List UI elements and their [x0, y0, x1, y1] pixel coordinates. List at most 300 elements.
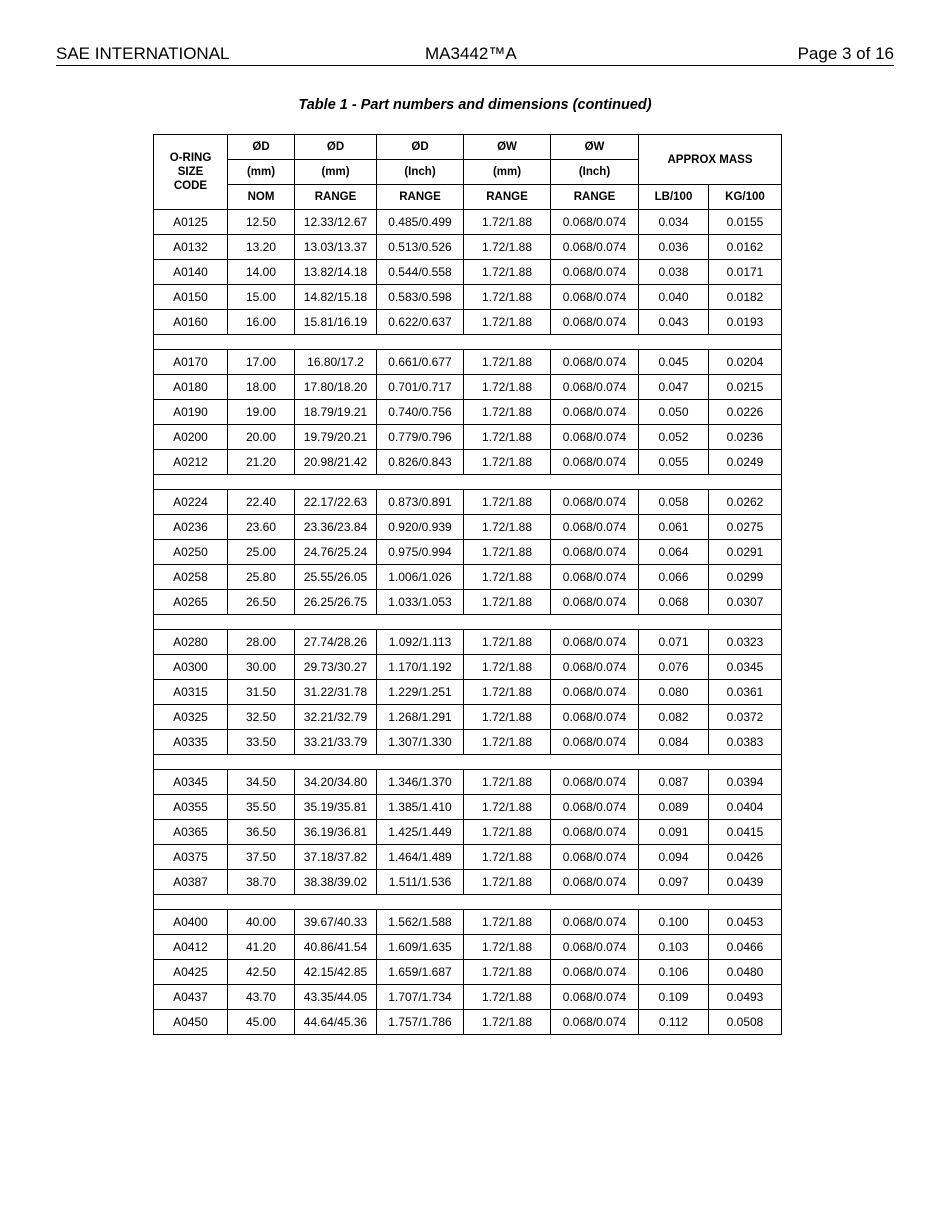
w-range-mm-cell: 1.72/1.88: [464, 285, 551, 310]
size-code-cell: A0150: [154, 285, 228, 310]
od-range-inch-cell: 0.740/0.756: [377, 400, 464, 425]
w-range-mm-cell: 1.72/1.88: [464, 910, 551, 935]
w-range-inch-cell: 0.068/0.074: [551, 845, 639, 870]
od-range-inch-cell: 1.464/1.489: [377, 845, 464, 870]
col-header-unit: (mm): [295, 160, 377, 185]
w-range-mm-cell: 1.72/1.88: [464, 350, 551, 375]
od-nom-cell: 17.00: [228, 350, 295, 375]
w-range-inch-cell: 0.068/0.074: [551, 565, 639, 590]
w-range-inch-cell: 0.068/0.074: [551, 820, 639, 845]
od-nom-cell: 21.20: [228, 450, 295, 475]
od-range-mm-cell: 17.80/18.20: [295, 375, 377, 400]
od-range-inch-cell: 1.268/1.291: [377, 705, 464, 730]
table-row: [154, 350, 782, 375]
od-range-inch-cell: 0.661/0.677: [377, 350, 464, 375]
col-header-kind: RANGE: [295, 185, 377, 210]
mass-lb-cell: 0.091: [639, 820, 709, 845]
mass-kg-cell: 0.0439: [709, 870, 782, 895]
mass-lb-cell: 0.066: [639, 565, 709, 590]
col-header-symbol: ØW: [464, 135, 551, 160]
od-range-inch-cell: 1.659/1.687: [377, 960, 464, 985]
w-range-inch-cell: 0.068/0.074: [551, 910, 639, 935]
od-range-inch-cell: 1.307/1.330: [377, 730, 464, 755]
w-range-mm-cell: 1.72/1.88: [464, 590, 551, 615]
od-range-inch-cell: 0.701/0.717: [377, 375, 464, 400]
w-range-inch-cell: 0.068/0.074: [551, 210, 639, 235]
od-nom-cell: 45.00: [228, 1010, 295, 1035]
oring-size-code-header: O-RING SIZE CODE: [154, 135, 228, 210]
mass-kg-cell: 0.0415: [709, 820, 782, 845]
mass-kg-cell: 0.0466: [709, 935, 782, 960]
table-row: [154, 540, 782, 565]
od-range-mm-cell: 33.21/33.79: [295, 730, 377, 755]
header-row-kinds: [154, 185, 782, 210]
mass-kg-cell: 0.0345: [709, 655, 782, 680]
size-code-cell: A0375: [154, 845, 228, 870]
od-range-mm-cell: 15.81/16.19: [295, 310, 377, 335]
w-range-mm-cell: 1.72/1.88: [464, 515, 551, 540]
mass-lb-cell: 0.050: [639, 400, 709, 425]
mass-kg-cell: 0.0226: [709, 400, 782, 425]
mass-lb-cell: 0.100: [639, 910, 709, 935]
mass-kg-cell: 0.0383: [709, 730, 782, 755]
mass-kg-cell: 0.0275: [709, 515, 782, 540]
group-separator-row: [154, 615, 782, 630]
mass-kg-cell: 0.0204: [709, 350, 782, 375]
table-row: [154, 285, 782, 310]
w-range-inch-cell: 0.068/0.074: [551, 680, 639, 705]
od-range-mm-cell: 29.73/30.27: [295, 655, 377, 680]
od-range-mm-cell: 19.79/20.21: [295, 425, 377, 450]
table-row: [154, 680, 782, 705]
mass-unit-kg-header: KG/100: [709, 185, 782, 210]
od-range-mm-cell: 16.80/17.2: [295, 350, 377, 375]
size-code-cell: A0250: [154, 540, 228, 565]
od-range-inch-cell: 0.779/0.796: [377, 425, 464, 450]
mass-lb-cell: 0.112: [639, 1010, 709, 1035]
w-range-inch-cell: 0.068/0.074: [551, 515, 639, 540]
size-code-cell: A0280: [154, 630, 228, 655]
mass-lb-cell: 0.064: [639, 540, 709, 565]
mass-kg-cell: 0.0508: [709, 1010, 782, 1035]
od-range-mm-cell: 25.55/26.05: [295, 565, 377, 590]
table-title: Table 1 - Part numbers and dimensions (continued): [298, 97, 652, 113]
size-code-cell: A0265: [154, 590, 228, 615]
mass-kg-cell: 0.0307: [709, 590, 782, 615]
table-row: [154, 870, 782, 895]
od-range-mm-cell: 40.86/41.54: [295, 935, 377, 960]
od-range-mm-cell: 34.20/34.80: [295, 770, 377, 795]
w-range-inch-cell: 0.068/0.074: [551, 285, 639, 310]
od-range-mm-cell: 43.35/44.05: [295, 985, 377, 1010]
table-row: [154, 960, 782, 985]
w-range-mm-cell: 1.72/1.88: [464, 310, 551, 335]
od-range-mm-cell: 20.98/21.42: [295, 450, 377, 475]
mass-lb-cell: 0.061: [639, 515, 709, 540]
group-separator-cell: [154, 895, 782, 910]
group-separator-cell: [154, 335, 782, 350]
od-range-inch-cell: 1.229/1.251: [377, 680, 464, 705]
part-dimensions-table: [153, 134, 782, 1035]
od-range-mm-cell: 26.25/26.75: [295, 590, 377, 615]
od-range-inch-cell: 0.826/0.843: [377, 450, 464, 475]
size-code-cell: A0450: [154, 1010, 228, 1035]
table-row: [154, 375, 782, 400]
od-range-mm-cell: 12.33/12.67: [295, 210, 377, 235]
table-row: [154, 730, 782, 755]
size-code-cell: A0132: [154, 235, 228, 260]
od-range-mm-cell: 38.38/39.02: [295, 870, 377, 895]
mass-lb-cell: 0.109: [639, 985, 709, 1010]
table-row: [154, 770, 782, 795]
w-range-mm-cell: 1.72/1.88: [464, 820, 551, 845]
mass-kg-cell: 0.0480: [709, 960, 782, 985]
table-row: [154, 845, 782, 870]
od-range-mm-cell: 39.67/40.33: [295, 910, 377, 935]
od-range-inch-cell: 1.609/1.635: [377, 935, 464, 960]
w-range-inch-cell: 0.068/0.074: [551, 425, 639, 450]
od-nom-cell: 42.50: [228, 960, 295, 985]
mass-kg-cell: 0.0453: [709, 910, 782, 935]
w-range-inch-cell: 0.068/0.074: [551, 655, 639, 680]
od-nom-cell: 30.00: [228, 655, 295, 680]
od-range-inch-cell: 0.975/0.994: [377, 540, 464, 565]
table-row: [154, 235, 782, 260]
table-row: [154, 910, 782, 935]
w-range-inch-cell: 0.068/0.074: [551, 400, 639, 425]
od-range-mm-cell: 18.79/19.21: [295, 400, 377, 425]
od-nom-cell: 22.40: [228, 490, 295, 515]
col-header-symbol: ØW: [551, 135, 639, 160]
w-range-mm-cell: 1.72/1.88: [464, 795, 551, 820]
od-nom-cell: 23.60: [228, 515, 295, 540]
size-code-cell: A0400: [154, 910, 228, 935]
size-code-cell: A0212: [154, 450, 228, 475]
od-range-inch-cell: 1.757/1.786: [377, 1010, 464, 1035]
od-range-mm-cell: 14.82/15.18: [295, 285, 377, 310]
size-code-cell: A0425: [154, 960, 228, 985]
od-range-inch-cell: 1.707/1.734: [377, 985, 464, 1010]
w-range-inch-cell: 0.068/0.074: [551, 490, 639, 515]
od-range-mm-cell: 13.82/14.18: [295, 260, 377, 285]
size-code-cell: A0325: [154, 705, 228, 730]
od-nom-cell: 35.50: [228, 795, 295, 820]
od-nom-cell: 16.00: [228, 310, 295, 335]
mass-lb-cell: 0.036: [639, 235, 709, 260]
od-range-mm-cell: 23.36/23.84: [295, 515, 377, 540]
w-range-mm-cell: 1.72/1.88: [464, 400, 551, 425]
col-header-symbol: ØD: [228, 135, 295, 160]
mass-kg-cell: 0.0426: [709, 845, 782, 870]
od-nom-cell: 41.20: [228, 935, 295, 960]
table-row: [154, 655, 782, 680]
table-row: [154, 935, 782, 960]
col-header-unit: (mm): [228, 160, 295, 185]
size-code-cell: A0365: [154, 820, 228, 845]
w-range-mm-cell: 1.72/1.88: [464, 845, 551, 870]
mass-lb-cell: 0.034: [639, 210, 709, 235]
od-range-mm-cell: 31.22/31.78: [295, 680, 377, 705]
col-header-kind: RANGE: [464, 185, 551, 210]
page-number: Page 3 of 16: [797, 44, 894, 63]
od-nom-cell: 13.20: [228, 235, 295, 260]
size-code-cell: A0190: [154, 400, 228, 425]
w-range-inch-cell: 0.068/0.074: [551, 260, 639, 285]
size-code-cell: A0258: [154, 565, 228, 590]
group-separator-row: [154, 755, 782, 770]
mass-lb-cell: 0.068: [639, 590, 709, 615]
mass-kg-cell: 0.0249: [709, 450, 782, 475]
mass-lb-cell: 0.058: [639, 490, 709, 515]
w-range-mm-cell: 1.72/1.88: [464, 705, 551, 730]
w-range-inch-cell: 0.068/0.074: [551, 935, 639, 960]
mass-lb-cell: 0.097: [639, 870, 709, 895]
table-row: [154, 795, 782, 820]
w-range-mm-cell: 1.72/1.88: [464, 985, 551, 1010]
mass-lb-cell: 0.038: [639, 260, 709, 285]
mass-kg-cell: 0.0262: [709, 490, 782, 515]
od-range-mm-cell: 24.76/25.24: [295, 540, 377, 565]
od-range-mm-cell: 36.19/36.81: [295, 820, 377, 845]
mass-unit-lb-header: LB/100: [639, 185, 709, 210]
table-row: [154, 425, 782, 450]
mass-kg-cell: 0.0323: [709, 630, 782, 655]
w-range-mm-cell: 1.72/1.88: [464, 870, 551, 895]
mass-lb-cell: 0.071: [639, 630, 709, 655]
table-row: [154, 515, 782, 540]
w-range-inch-cell: 0.068/0.074: [551, 730, 639, 755]
table-row: [154, 260, 782, 285]
size-code-cell: A0412: [154, 935, 228, 960]
od-nom-cell: 33.50: [228, 730, 295, 755]
group-separator-cell: [154, 755, 782, 770]
od-nom-cell: 18.00: [228, 375, 295, 400]
mass-lb-cell: 0.052: [639, 425, 709, 450]
mass-lb-cell: 0.045: [639, 350, 709, 375]
od-nom-cell: 37.50: [228, 845, 295, 870]
mass-lb-cell: 0.084: [639, 730, 709, 755]
mass-kg-cell: 0.0299: [709, 565, 782, 590]
size-code-cell: A0335: [154, 730, 228, 755]
w-range-inch-cell: 0.068/0.074: [551, 960, 639, 985]
w-range-inch-cell: 0.068/0.074: [551, 450, 639, 475]
mass-kg-cell: 0.0361: [709, 680, 782, 705]
od-nom-cell: 36.50: [228, 820, 295, 845]
w-range-mm-cell: 1.72/1.88: [464, 260, 551, 285]
group-separator-cell: [154, 615, 782, 630]
size-code-cell: A0170: [154, 350, 228, 375]
table-row: [154, 565, 782, 590]
w-range-inch-cell: 0.068/0.074: [551, 540, 639, 565]
w-range-mm-cell: 1.72/1.88: [464, 1010, 551, 1035]
organization-name: SAE INTERNATIONAL: [56, 44, 230, 63]
od-range-inch-cell: 0.544/0.558: [377, 260, 464, 285]
table-row: [154, 705, 782, 730]
od-range-inch-cell: 0.622/0.637: [377, 310, 464, 335]
mass-lb-cell: 0.087: [639, 770, 709, 795]
od-range-mm-cell: 42.15/42.85: [295, 960, 377, 985]
table-row: [154, 630, 782, 655]
w-range-mm-cell: 1.72/1.88: [464, 375, 551, 400]
od-range-inch-cell: 1.092/1.113: [377, 630, 464, 655]
size-code-cell: A0236: [154, 515, 228, 540]
table-row: [154, 400, 782, 425]
mass-kg-cell: 0.0493: [709, 985, 782, 1010]
table-row: [154, 590, 782, 615]
od-range-inch-cell: 0.873/0.891: [377, 490, 464, 515]
w-range-inch-cell: 0.068/0.074: [551, 630, 639, 655]
mass-kg-cell: 0.0236: [709, 425, 782, 450]
od-range-mm-cell: 32.21/32.79: [295, 705, 377, 730]
size-code-cell: A0140: [154, 260, 228, 285]
group-separator-row: [154, 335, 782, 350]
mass-kg-cell: 0.0155: [709, 210, 782, 235]
od-nom-cell: 25.00: [228, 540, 295, 565]
size-code-cell: A0180: [154, 375, 228, 400]
w-range-mm-cell: 1.72/1.88: [464, 770, 551, 795]
mass-lb-cell: 0.047: [639, 375, 709, 400]
col-header-unit: (mm): [464, 160, 551, 185]
mass-lb-cell: 0.082: [639, 705, 709, 730]
mass-lb-cell: 0.040: [639, 285, 709, 310]
size-code-cell: A0160: [154, 310, 228, 335]
table-row: [154, 820, 782, 845]
mass-kg-cell: 0.0372: [709, 705, 782, 730]
size-code-cell: A0300: [154, 655, 228, 680]
w-range-mm-cell: 1.72/1.88: [464, 960, 551, 985]
od-nom-cell: 32.50: [228, 705, 295, 730]
col-header-symbol: ØD: [295, 135, 377, 160]
od-range-inch-cell: 0.485/0.499: [377, 210, 464, 235]
mass-kg-cell: 0.0404: [709, 795, 782, 820]
od-range-mm-cell: 13.03/13.37: [295, 235, 377, 260]
w-range-mm-cell: 1.72/1.88: [464, 450, 551, 475]
table-row: [154, 490, 782, 515]
w-range-inch-cell: 0.068/0.074: [551, 350, 639, 375]
w-range-inch-cell: 0.068/0.074: [551, 705, 639, 730]
col-header-kind: RANGE: [551, 185, 639, 210]
od-nom-cell: 43.70: [228, 985, 295, 1010]
mass-lb-cell: 0.076: [639, 655, 709, 680]
od-nom-cell: 26.50: [228, 590, 295, 615]
od-range-mm-cell: 44.64/45.36: [295, 1010, 377, 1035]
group-separator-cell: [154, 475, 782, 490]
od-nom-cell: 31.50: [228, 680, 295, 705]
od-nom-cell: 40.00: [228, 910, 295, 935]
size-code-cell: A0315: [154, 680, 228, 705]
mass-kg-cell: 0.0215: [709, 375, 782, 400]
mass-lb-cell: 0.043: [639, 310, 709, 335]
group-separator-row: [154, 475, 782, 490]
header-row-symbols: [154, 135, 782, 160]
table-row: [154, 210, 782, 235]
od-range-inch-cell: 1.511/1.536: [377, 870, 464, 895]
od-range-inch-cell: 1.170/1.192: [377, 655, 464, 680]
table-row: [154, 310, 782, 335]
page-header: [56, 44, 894, 66]
col-header-unit: (Inch): [377, 160, 464, 185]
w-range-inch-cell: 0.068/0.074: [551, 770, 639, 795]
size-code-cell: A0125: [154, 210, 228, 235]
col-header-kind: RANGE: [377, 185, 464, 210]
w-range-inch-cell: 0.068/0.074: [551, 1010, 639, 1035]
w-range-mm-cell: 1.72/1.88: [464, 490, 551, 515]
od-range-inch-cell: 1.006/1.026: [377, 565, 464, 590]
od-nom-cell: 20.00: [228, 425, 295, 450]
w-range-mm-cell: 1.72/1.88: [464, 565, 551, 590]
od-nom-cell: 38.70: [228, 870, 295, 895]
w-range-mm-cell: 1.72/1.88: [464, 425, 551, 450]
od-nom-cell: 25.80: [228, 565, 295, 590]
mass-lb-cell: 0.055: [639, 450, 709, 475]
od-range-inch-cell: 1.562/1.588: [377, 910, 464, 935]
od-range-inch-cell: 0.583/0.598: [377, 285, 464, 310]
mass-lb-cell: 0.106: [639, 960, 709, 985]
w-range-mm-cell: 1.72/1.88: [464, 210, 551, 235]
w-range-inch-cell: 0.068/0.074: [551, 590, 639, 615]
mass-kg-cell: 0.0291: [709, 540, 782, 565]
od-nom-cell: 15.00: [228, 285, 295, 310]
size-code-cell: A0200: [154, 425, 228, 450]
od-range-inch-cell: 1.425/1.449: [377, 820, 464, 845]
mass-kg-cell: 0.0171: [709, 260, 782, 285]
mass-lb-cell: 0.080: [639, 680, 709, 705]
size-code-cell: A0345: [154, 770, 228, 795]
col-header-symbol: ØD: [377, 135, 464, 160]
mass-kg-cell: 0.0162: [709, 235, 782, 260]
w-range-inch-cell: 0.068/0.074: [551, 310, 639, 335]
mass-kg-cell: 0.0182: [709, 285, 782, 310]
od-range-inch-cell: 0.920/0.939: [377, 515, 464, 540]
od-nom-cell: 12.50: [228, 210, 295, 235]
od-range-mm-cell: 27.74/28.26: [295, 630, 377, 655]
w-range-mm-cell: 1.72/1.88: [464, 655, 551, 680]
mass-lb-cell: 0.103: [639, 935, 709, 960]
w-range-inch-cell: 0.068/0.074: [551, 985, 639, 1010]
group-separator-row: [154, 895, 782, 910]
w-range-mm-cell: 1.72/1.88: [464, 540, 551, 565]
od-range-mm-cell: 35.19/35.81: [295, 795, 377, 820]
mass-kg-cell: 0.0193: [709, 310, 782, 335]
w-range-inch-cell: 0.068/0.074: [551, 235, 639, 260]
w-range-mm-cell: 1.72/1.88: [464, 680, 551, 705]
table-row: [154, 1010, 782, 1035]
table-row: [154, 985, 782, 1010]
mass-lb-cell: 0.094: [639, 845, 709, 870]
col-header-kind: NOM: [228, 185, 295, 210]
od-range-mm-cell: 37.18/37.82: [295, 845, 377, 870]
od-nom-cell: 28.00: [228, 630, 295, 655]
od-range-inch-cell: 1.346/1.370: [377, 770, 464, 795]
w-range-inch-cell: 0.068/0.074: [551, 375, 639, 400]
mass-kg-cell: 0.0394: [709, 770, 782, 795]
w-range-mm-cell: 1.72/1.88: [464, 630, 551, 655]
size-code-cell: A0355: [154, 795, 228, 820]
col-header-unit: (Inch): [551, 160, 639, 185]
w-range-mm-cell: 1.72/1.88: [464, 935, 551, 960]
approx-mass-header: APPROX MASS: [639, 135, 782, 185]
od-range-inch-cell: 1.385/1.410: [377, 795, 464, 820]
w-range-inch-cell: 0.068/0.074: [551, 795, 639, 820]
table-row: [154, 450, 782, 475]
mass-lb-cell: 0.089: [639, 795, 709, 820]
od-range-inch-cell: 1.033/1.053: [377, 590, 464, 615]
size-code-cell: A0387: [154, 870, 228, 895]
w-range-mm-cell: 1.72/1.88: [464, 235, 551, 260]
size-code-cell: A0224: [154, 490, 228, 515]
w-range-mm-cell: 1.72/1.88: [464, 730, 551, 755]
od-range-inch-cell: 0.513/0.526: [377, 235, 464, 260]
